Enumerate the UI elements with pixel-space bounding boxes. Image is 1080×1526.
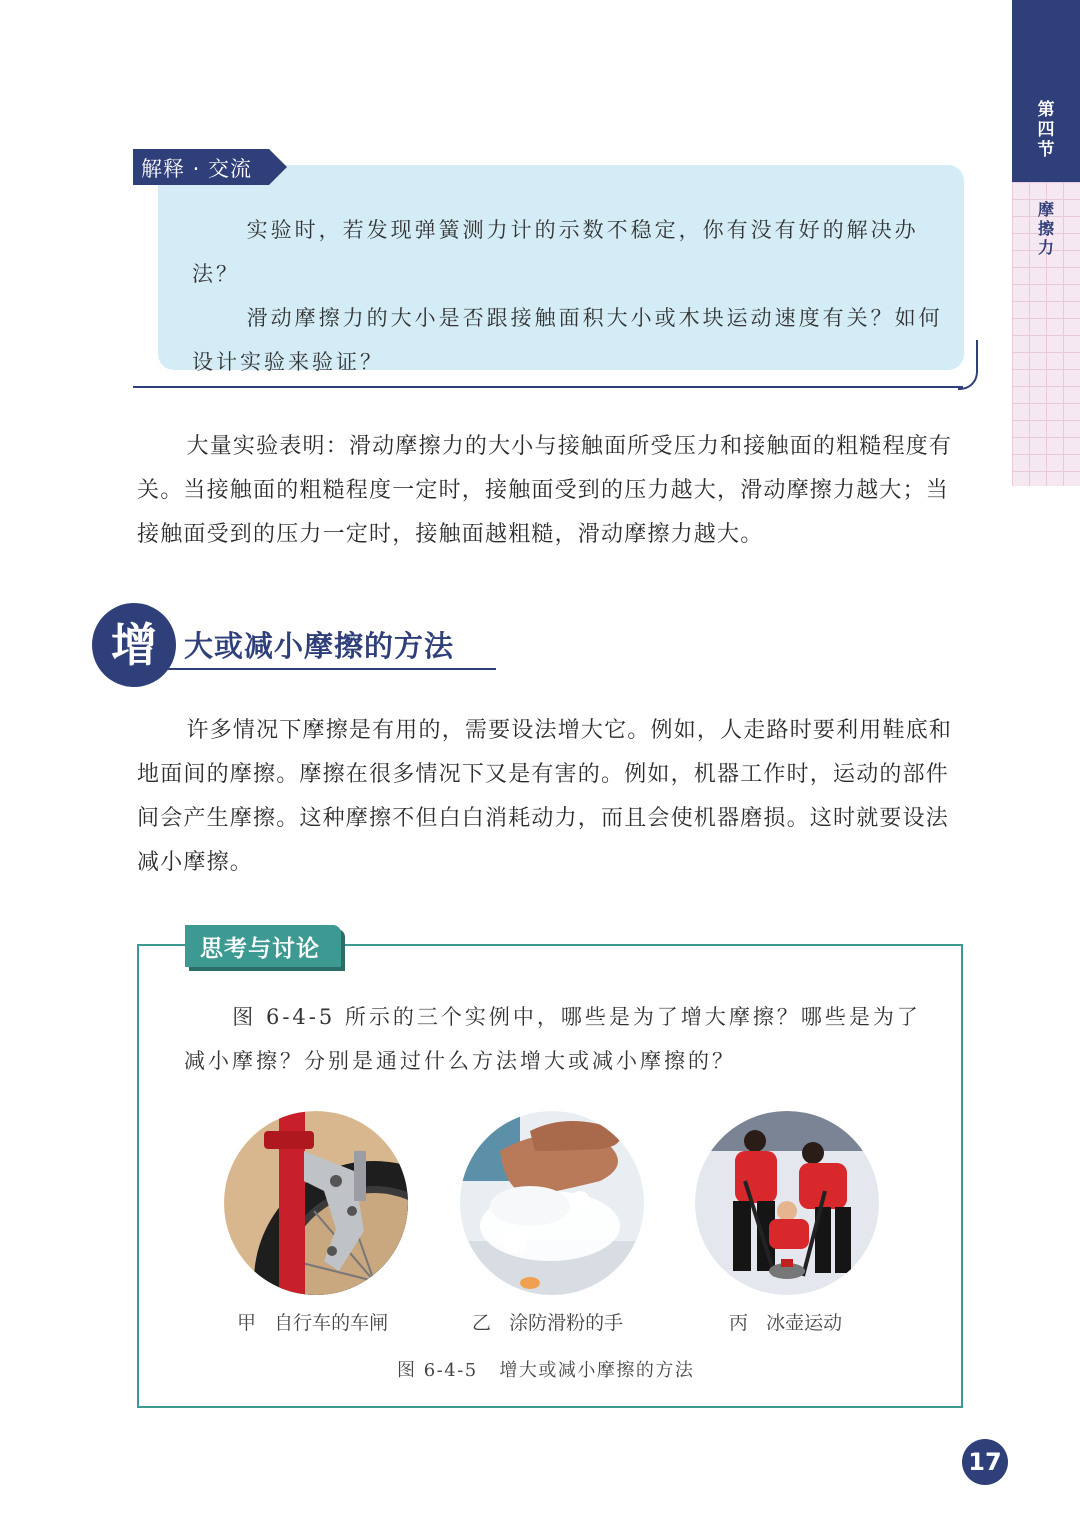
heading-title: 大或减小摩擦的方法 — [184, 629, 455, 663]
figure-caption: 图 6-4-5 增大或减小摩擦的方法 — [397, 1360, 695, 1381]
heading-underline — [162, 668, 496, 670]
explain-frame-line — [133, 386, 963, 388]
explain-paragraph-1: 实验时，若发现弹簧测力计的示数不稳定，你有没有好的解决办法？ — [192, 218, 919, 286]
page-number: 17 — [962, 1439, 1008, 1485]
curling-photo — [695, 1111, 879, 1295]
side-tab-section: 第四节 — [1037, 100, 1055, 160]
heading-first-char: 增 — [92, 603, 176, 687]
caption-bicycle-brake: 甲 自行车的车闸 — [237, 1312, 389, 1334]
discussion-label — [185, 925, 345, 969]
side-tab-topic: 摩擦力 — [1037, 200, 1054, 257]
explain-label — [133, 149, 288, 185]
body-paragraph-1: 大量实验表明：滑动摩擦力的大小与接触面所受压力和接触面的粗糙程度有关。当接触面的粗糙程度一定时，接触面受到的压力越大，滑动摩擦力越大；当接触面受到的压力一定时，接触面越粗糙，滑动摩擦力越大。 — [137, 434, 953, 547]
discussion-label-text: 思考与讨论 — [200, 936, 320, 962]
caption-powdered-hands: 乙 涂防滑粉的手 — [472, 1312, 624, 1334]
explain-label-text: 解释 · 交流 — [141, 157, 253, 181]
powdered-hands-photo — [460, 1111, 644, 1295]
body-paragraph-2: 许多情况下摩擦是有用的，需要设法增大它。例如，人走路时要利用鞋底和地面间的摩擦。摩擦在很多情况下又是有害的。例如，机器工作时，运动的部件间会产生摩擦。这种摩擦不但白白消耗动力，而且会使机器磨损。这时就要设法减小摩擦。 — [137, 718, 953, 875]
bicycle-brake-photo — [224, 1111, 408, 1295]
explain-text — [192, 208, 946, 384]
explain-paragraph-2: 滑动摩擦力的大小是否跟接触面积大小或木块运动速度有关？如何设计实验来验证？ — [192, 306, 943, 374]
caption-curling: 丙 冰壶运动 — [729, 1312, 843, 1334]
chapter-side-tab — [1012, 0, 1080, 486]
section-heading — [92, 600, 502, 690]
discussion-text: 图 6-4-5 所示的三个实例中，哪些是为了增大摩擦？哪些是为了减小摩擦？分别是通过什么方法增大或减小摩擦的？ — [184, 1005, 921, 1073]
explain-frame-corner — [958, 340, 978, 390]
